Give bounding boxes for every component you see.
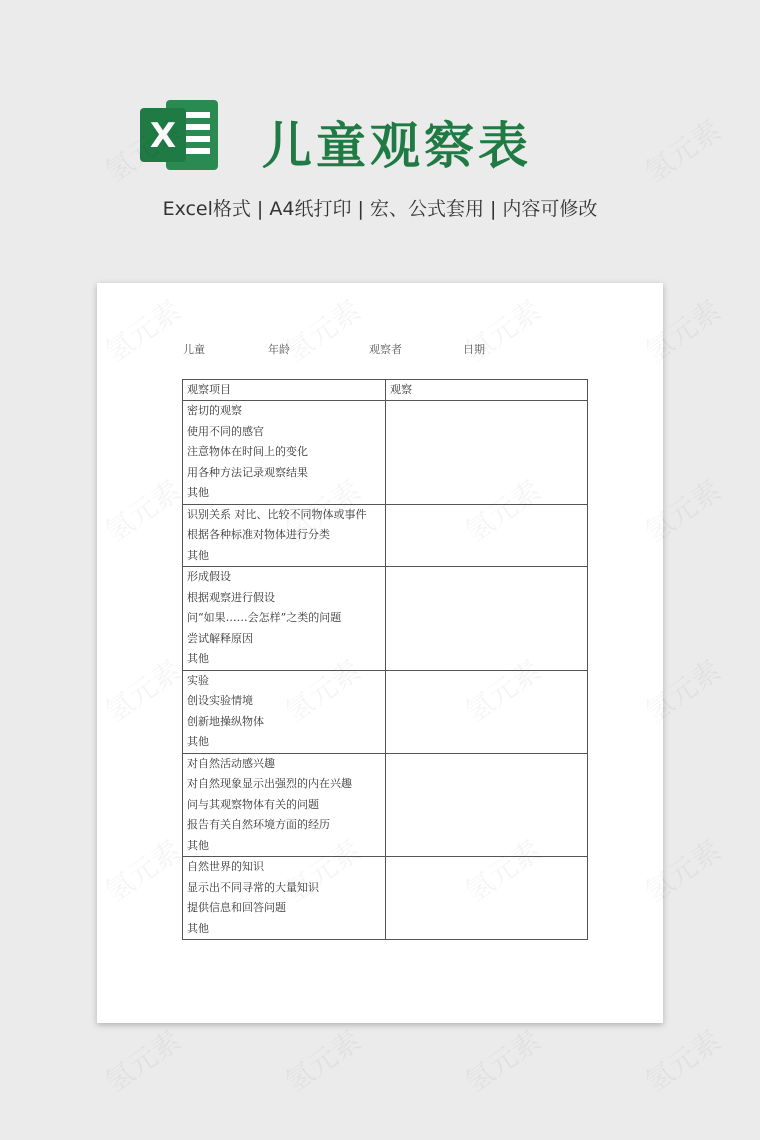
observation-cell[interactable]	[386, 753, 588, 857]
item-text: 报告有关自然环境方面的经历	[187, 818, 330, 831]
item-text: 其他	[187, 921, 209, 935]
watermark	[636, 1020, 728, 1101]
table-row	[183, 670, 588, 753]
observation-cell[interactable]	[386, 504, 588, 567]
observation-cell[interactable]	[386, 670, 588, 753]
item-text: 密切的观察	[187, 404, 242, 417]
table-row	[183, 753, 588, 857]
observation-cell[interactable]	[386, 567, 588, 671]
table-row	[183, 567, 588, 671]
item-text: 根据各种标准对物体进行分类	[187, 528, 330, 541]
document-page	[97, 283, 663, 1023]
field-label-age: 年龄	[268, 343, 290, 356]
observation-table	[182, 379, 588, 940]
item-text: 使用不同的感官	[187, 424, 264, 438]
item-text: 问与其观察物体有关的问题	[187, 797, 319, 811]
item-text: 问“如果……会怎样”之类的问题	[187, 611, 342, 624]
watermark	[456, 1020, 548, 1101]
item-text: 其他	[187, 838, 209, 852]
item-cell	[183, 670, 386, 753]
item-text: 提供信息和回答问题	[187, 901, 286, 914]
table-row	[183, 857, 588, 940]
item-cell	[183, 567, 386, 671]
observation-cell[interactable]	[386, 857, 588, 940]
excel-logo-letter: X	[149, 116, 177, 156]
item-text: 用各种方法记录观察结果	[187, 465, 308, 479]
column-header-observation: 观察	[386, 380, 588, 401]
item-text: 注意物体在时间上的变化	[187, 445, 308, 458]
item-text: 创设实验情境	[187, 694, 253, 707]
field-label-observer: 观察者	[369, 343, 402, 356]
item-text: 其他	[187, 486, 209, 499]
item-text: 其他	[187, 548, 209, 562]
field-label-child: 儿童	[183, 343, 205, 356]
page-title: 儿童观察表	[262, 117, 532, 175]
item-cell	[183, 401, 386, 505]
item-cell	[183, 857, 386, 940]
item-text: 其他	[187, 652, 209, 665]
item-text: 显示出不同寻常的大量知识	[187, 880, 319, 894]
item-text: 自然世界的知识	[187, 860, 264, 873]
item-text: 对自然活动感兴趣	[187, 756, 275, 770]
item-text: 尝试解释原因	[187, 631, 253, 645]
item-text: 对自然现象显示出强烈的内在兴趣	[187, 777, 352, 790]
observation-cell[interactable]	[386, 401, 588, 505]
header	[0, 0, 760, 260]
item-text: 根据观察进行假设	[187, 590, 275, 604]
item-text: 其他	[187, 735, 209, 748]
item-text: 实验	[187, 673, 209, 687]
watermark	[276, 1020, 368, 1101]
field-label-date: 日期	[463, 343, 485, 356]
item-text: 识别关系 对比、比较不同物体或事件	[187, 507, 367, 521]
table-row	[183, 401, 588, 505]
table-row	[183, 504, 588, 567]
excel-icon	[140, 98, 220, 172]
table-header-row	[183, 380, 588, 401]
watermark	[96, 1020, 188, 1101]
item-text: 创新地操纵物体	[187, 714, 264, 728]
item-text: 形成假设	[187, 570, 231, 583]
column-header-items: 观察项目	[183, 380, 386, 401]
item-cell	[183, 753, 386, 857]
page-subtitle: Excel格式 | A4纸打印 | 宏、公式套用 | 内容可修改	[162, 198, 598, 220]
item-cell	[183, 504, 386, 567]
